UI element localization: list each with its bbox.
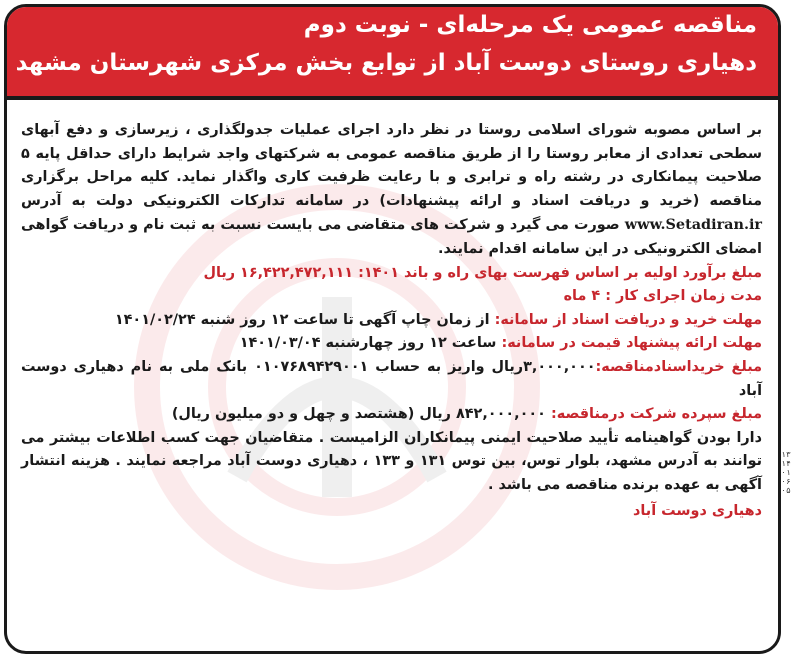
- notice-frame: [4, 4, 781, 654]
- side-code: ۱۳۱۴۰۱۰۶۰۵: [781, 450, 791, 495]
- notice-header: [4, 4, 781, 100]
- website-link[interactable]: www.Setadiran.ir: [624, 216, 762, 234]
- purchase-deadline-value: از زمان چاپ آگهی تا ساعت ۱۲ روز شنبه ۱۴۰۱/۰۲/۲۴: [114, 311, 490, 328]
- doc-fee-line: [21, 356, 762, 403]
- notice-title-line2: دهیاری روستای دوست آباد از توابع بخش مرکزی شهرستان مشهد: [15, 50, 757, 76]
- deposit-line: [21, 403, 762, 427]
- intro-text-part1: بر اساس مصوبه شورای اسلامی روستا در نظر دارد اجرای عملیات جدولگذاری ، زیرسازی و دفع آبهای سطحی تعدادی از معابر روستا را از طریق مناقصه عمومی به شرکتهای واجد شرایط دارای حداقل پایه ۵ صلاحیت پیمانکاری در رشته راه و ترابری و با رعایت ظرفیت کاری واگذار نماید. کلیه مراحل برگزاری مناقصه (خرید و دریافت اسناد و ارائه پیشنهادات) در سامانه تدارکات الکترونیکی دولت به آدرس: [21, 122, 762, 209]
- intro-text-part2: صورت می گیرد و شرکت های متقاضی می بایست نسبت به ثبت نام و دریافت گواهی امضای الکترونیکی در این سامانه اقدام نمایند.: [21, 217, 762, 257]
- deposit-value: ۸۴۲,۰۰۰,۰۰۰ ریال (هشتصد و چهل و دو میلیون ریال): [171, 406, 546, 423]
- notice-body: [21, 119, 762, 523]
- bid-deadline-value: ساعت ۱۲ روز چهارشنبه ۱۴۰۱/۰۳/۰۴: [239, 335, 497, 352]
- purchase-deadline-line: [21, 309, 762, 333]
- bid-deadline-label: مهلت ارائه پیشنهاد قیمت در سامانه:: [501, 335, 762, 352]
- purchase-deadline-label: مهلت خرید و دریافت اسناد از سامانه:: [494, 311, 762, 328]
- notice-title-line1: مناقصه عمومی یک مرحله‌ای - نوبت دوم: [303, 12, 757, 38]
- requirements-paragraph: دارا بودن گواهینامه تأیید صلاحیت ایمنی پیمانکاران الزامیست . متقاضیان جهت کسب اطلاعات بیشتر می توانند به آدرس مشهد، بلوار توس، بین توس ۱۳۱ و ۱۳۳ ، دهیاری دوست آباد مراجعه نمایند . هزینه انتشار آگهی به عهده برنده مناقصه می باشد .: [21, 429, 763, 493]
- doc-fee-label: مبلغ خریداسنادمناقصه:: [595, 358, 762, 375]
- deposit-label: مبلغ سپرده شرکت درمناقصه:: [550, 406, 762, 423]
- doc-fee-value: ۳,۰۰۰,۰۰۰ریال واریز به حساب ۰۱۰۷۶۸۹۴۲۹۰۰۱ بانک ملی به نام دهیاری دوست آباد: [21, 358, 762, 399]
- estimate-line: مبلغ برآورد اولیه بر اساس فهرست بهای راه و باند ۱۴۰۱: ۱۶,۴۲۲,۴۷۲,۱۱۱ ریال: [203, 264, 762, 281]
- intro-paragraph: [21, 119, 762, 262]
- bid-deadline-line: [21, 332, 762, 356]
- signature: دهیاری دوست آباد: [633, 502, 762, 519]
- duration-line: مدت زمان اجرای کار : ۴ ماه: [563, 288, 762, 305]
